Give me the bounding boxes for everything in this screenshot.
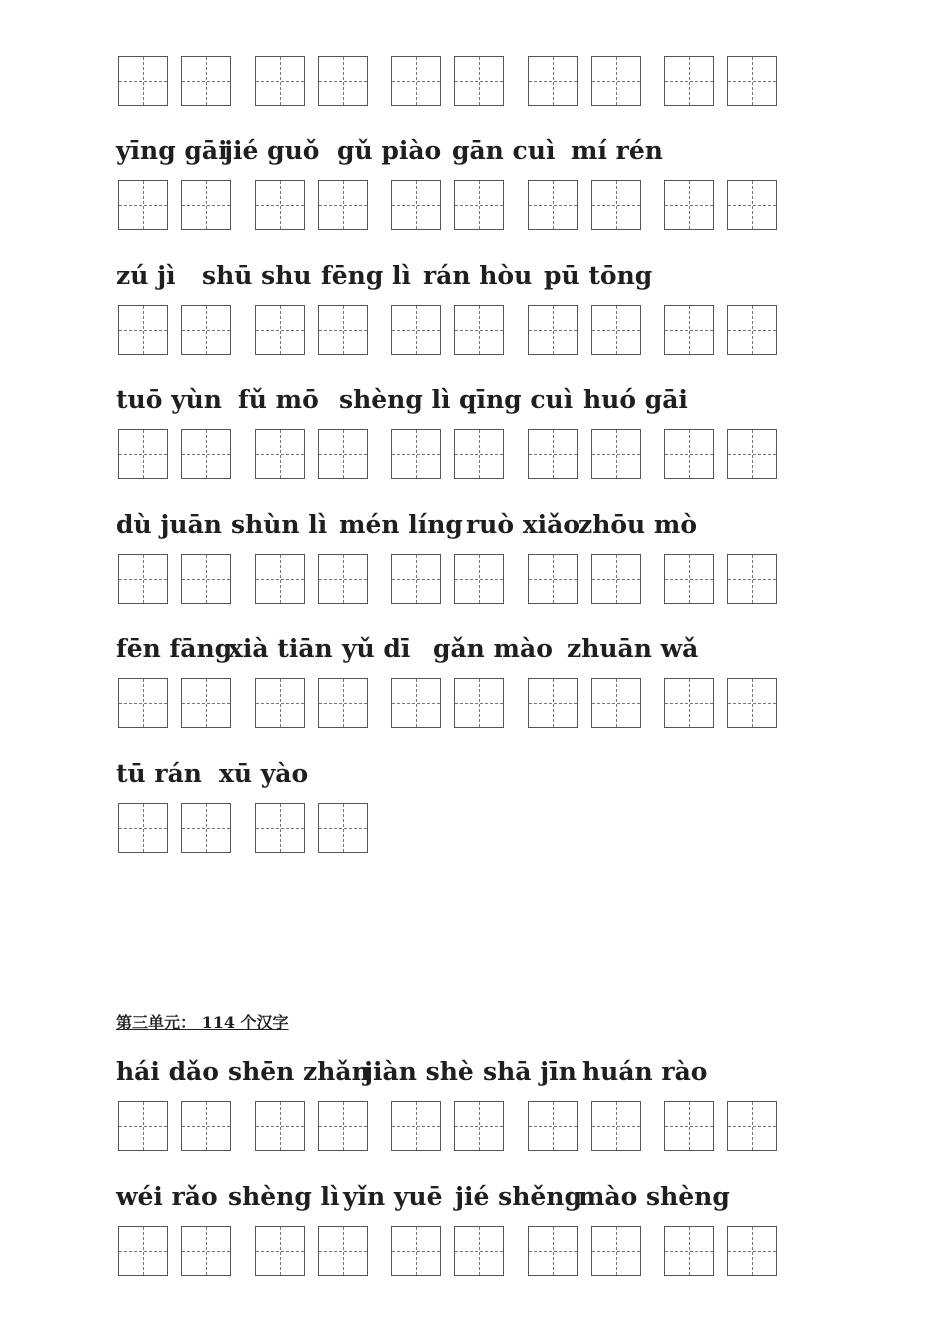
writing-grid-cell[interactable]	[727, 429, 777, 479]
pinyin-row	[0, 385, 950, 415]
writing-grid-cell[interactable]	[454, 678, 504, 728]
grid-guide-vertical	[206, 555, 207, 603]
writing-grid-cell[interactable]	[591, 1226, 641, 1276]
grid-guide-vertical	[616, 1227, 617, 1275]
writing-grid-cell[interactable]	[318, 678, 368, 728]
writing-grid-cell[interactable]	[118, 1226, 168, 1276]
writing-grid-row	[0, 429, 950, 481]
pinyin-word: fēn fāng	[116, 634, 233, 663]
writing-grid-cell[interactable]	[391, 180, 441, 230]
writing-grid-cell[interactable]	[454, 305, 504, 355]
writing-grid-row	[0, 180, 950, 232]
writing-grid-cell[interactable]	[591, 678, 641, 728]
writing-grid-cell[interactable]	[727, 678, 777, 728]
writing-grid-cell[interactable]	[454, 180, 504, 230]
writing-grid-cell[interactable]	[255, 429, 305, 479]
writing-grid-cell[interactable]	[528, 305, 578, 355]
writing-grid-cell[interactable]	[255, 554, 305, 604]
grid-guide-vertical	[343, 57, 344, 105]
writing-grid-cell[interactable]	[591, 56, 641, 106]
grid-guide-vertical	[479, 1102, 480, 1150]
writing-grid-cell[interactable]	[318, 554, 368, 604]
grid-guide-vertical	[479, 57, 480, 105]
pinyin-word: jié guǒ	[224, 136, 320, 165]
grid-guide-vertical	[143, 57, 144, 105]
grid-guide-vertical	[343, 1227, 344, 1275]
writing-grid-cell[interactable]	[727, 1226, 777, 1276]
writing-grid-cell[interactable]	[181, 305, 231, 355]
grid-guide-vertical	[616, 679, 617, 727]
pinyin-word: shū shu	[202, 261, 312, 290]
grid-guide-vertical	[416, 1102, 417, 1150]
writing-grid-cell[interactable]	[181, 678, 231, 728]
writing-grid-cell[interactable]	[318, 180, 368, 230]
writing-grid-cell[interactable]	[118, 1101, 168, 1151]
writing-grid-cell[interactable]	[528, 180, 578, 230]
grid-guide-vertical	[143, 1227, 144, 1275]
grid-guide-vertical	[343, 181, 344, 229]
pinyin-word: mén líng	[339, 510, 463, 539]
grid-guide-vertical	[416, 306, 417, 354]
grid-guide-vertical	[343, 555, 344, 603]
writing-grid-cell[interactable]	[318, 429, 368, 479]
writing-grid-cell[interactable]	[255, 803, 305, 853]
writing-grid-cell[interactable]	[255, 56, 305, 106]
grid-guide-vertical	[416, 430, 417, 478]
writing-grid-cell[interactable]	[255, 678, 305, 728]
grid-guide-vertical	[280, 1227, 281, 1275]
writing-grid-cell[interactable]	[591, 554, 641, 604]
writing-grid-cell[interactable]	[181, 56, 231, 106]
writing-grid-row	[0, 678, 950, 730]
writing-grid-cell[interactable]	[391, 56, 441, 106]
pinyin-word: gǎn mào	[433, 634, 553, 663]
grid-guide-vertical	[752, 430, 753, 478]
writing-grid-cell[interactable]	[318, 56, 368, 106]
pinyin-word: zhōu mò	[578, 510, 698, 539]
writing-grid-cell[interactable]	[727, 56, 777, 106]
pinyin-row	[0, 759, 950, 789]
pinyin-row	[0, 1182, 950, 1212]
grid-guide-vertical	[479, 306, 480, 354]
grid-guide-vertical	[280, 679, 281, 727]
grid-guide-vertical	[206, 1227, 207, 1275]
writing-grid-cell[interactable]	[181, 180, 231, 230]
writing-grid-cell[interactable]	[591, 1101, 641, 1151]
writing-grid-row	[0, 803, 950, 855]
writing-grid-cell[interactable]	[181, 803, 231, 853]
grid-guide-vertical	[752, 181, 753, 229]
grid-guide-vertical	[343, 1102, 344, 1150]
pinyin-word: shēn zhǎn	[228, 1057, 370, 1086]
pinyin-row	[0, 261, 950, 291]
writing-grid-cell[interactable]	[528, 678, 578, 728]
grid-guide-vertical	[752, 57, 753, 105]
writing-grid-cell[interactable]	[391, 1226, 441, 1276]
writing-grid-row	[0, 56, 950, 108]
grid-guide-vertical	[752, 679, 753, 727]
grid-guide-vertical	[343, 306, 344, 354]
grid-guide-vertical	[416, 57, 417, 105]
writing-grid-cell[interactable]	[528, 1226, 578, 1276]
writing-grid-row	[0, 1226, 950, 1278]
writing-grid-row	[0, 554, 950, 606]
writing-grid-cell[interactable]	[591, 429, 641, 479]
grid-guide-vertical	[280, 430, 281, 478]
grid-guide-vertical	[752, 1227, 753, 1275]
grid-guide-vertical	[143, 430, 144, 478]
pinyin-word: yǐn yuē	[343, 1182, 443, 1211]
pinyin-word: mí rén	[571, 136, 663, 165]
pinyin-word: shā jīn	[483, 1057, 577, 1086]
grid-guide-vertical	[416, 181, 417, 229]
writing-grid-cell[interactable]	[118, 554, 168, 604]
pinyin-word: gān cuì	[452, 136, 556, 165]
writing-grid-cell[interactable]	[664, 180, 714, 230]
grid-guide-vertical	[689, 679, 690, 727]
pinyin-word: zhuān wǎ	[567, 634, 699, 663]
grid-guide-vertical	[206, 57, 207, 105]
grid-guide-vertical	[143, 555, 144, 603]
writing-grid-cell[interactable]	[664, 305, 714, 355]
grid-guide-vertical	[280, 555, 281, 603]
grid-guide-vertical	[616, 1102, 617, 1150]
grid-guide-vertical	[752, 306, 753, 354]
grid-guide-vertical	[689, 430, 690, 478]
pinyin-word: huó gāi	[583, 385, 688, 414]
grid-guide-vertical	[206, 1102, 207, 1150]
grid-guide-vertical	[143, 1102, 144, 1150]
writing-grid-cell[interactable]	[255, 180, 305, 230]
grid-guide-vertical	[689, 57, 690, 105]
pinyin-word: qīng cuì	[459, 385, 574, 414]
grid-guide-vertical	[343, 804, 344, 852]
grid-guide-vertical	[143, 181, 144, 229]
pinyin-word: rán hòu	[423, 261, 533, 290]
writing-grid-cell[interactable]	[391, 678, 441, 728]
pinyin-word: wéi rǎo	[116, 1182, 218, 1211]
grid-guide-vertical	[343, 679, 344, 727]
writing-grid-cell[interactable]	[664, 1226, 714, 1276]
grid-guide-vertical	[616, 181, 617, 229]
writing-grid-cell[interactable]	[727, 1101, 777, 1151]
writing-grid-cell[interactable]	[118, 180, 168, 230]
grid-guide-vertical	[479, 430, 480, 478]
grid-guide-vertical	[479, 555, 480, 603]
pinyin-word: jié shěng	[455, 1182, 582, 1211]
grid-guide-vertical	[616, 430, 617, 478]
writing-grid-cell[interactable]	[664, 429, 714, 479]
writing-grid-cell[interactable]	[664, 56, 714, 106]
grid-guide-vertical	[280, 804, 281, 852]
pinyin-row	[0, 1057, 950, 1087]
section-title: 第三单元： 114 个汉字	[116, 1013, 289, 1032]
writing-grid-cell[interactable]	[454, 1101, 504, 1151]
writing-grid-cell[interactable]	[181, 1226, 231, 1276]
pinyin-word: zú jì	[116, 261, 176, 290]
pinyin-word: shùn lì	[231, 510, 328, 539]
writing-grid-cell[interactable]	[664, 554, 714, 604]
grid-guide-vertical	[416, 1227, 417, 1275]
writing-grid-cell[interactable]	[318, 803, 368, 853]
writing-grid-cell[interactable]	[454, 56, 504, 106]
pinyin-word: dù juān	[116, 510, 222, 539]
grid-guide-vertical	[343, 430, 344, 478]
writing-grid-cell[interactable]	[118, 429, 168, 479]
grid-guide-vertical	[553, 1227, 554, 1275]
grid-guide-vertical	[553, 306, 554, 354]
writing-grid-row	[0, 305, 950, 357]
writing-grid-cell[interactable]	[528, 429, 578, 479]
writing-grid-cell[interactable]	[454, 554, 504, 604]
writing-grid-cell[interactable]	[181, 429, 231, 479]
grid-guide-vertical	[616, 306, 617, 354]
pinyin-word: gǔ piào	[337, 136, 442, 165]
writing-grid-cell[interactable]	[727, 554, 777, 604]
writing-grid-cell[interactable]	[118, 305, 168, 355]
pinyin-row	[0, 634, 950, 664]
grid-guide-vertical	[416, 679, 417, 727]
writing-grid-cell[interactable]	[391, 305, 441, 355]
grid-guide-vertical	[206, 430, 207, 478]
grid-guide-vertical	[553, 430, 554, 478]
pinyin-word: xū yào	[219, 759, 309, 788]
pinyin-row	[0, 136, 950, 166]
writing-grid-cell[interactable]	[391, 429, 441, 479]
grid-guide-vertical	[479, 679, 480, 727]
pinyin-word: yǔ dī	[342, 634, 411, 663]
writing-grid-cell[interactable]	[454, 1226, 504, 1276]
grid-guide-vertical	[280, 306, 281, 354]
grid-guide-vertical	[280, 181, 281, 229]
writing-grid-cell[interactable]	[181, 1101, 231, 1151]
writing-grid-cell[interactable]	[118, 56, 168, 106]
grid-guide-vertical	[143, 679, 144, 727]
pinyin-word: xià tiān	[228, 634, 333, 663]
pinyin-word: tuō yùn	[116, 385, 222, 414]
grid-guide-vertical	[689, 1102, 690, 1150]
writing-grid-cell[interactable]	[528, 554, 578, 604]
grid-guide-vertical	[689, 306, 690, 354]
writing-grid-cell[interactable]	[318, 1101, 368, 1151]
grid-guide-vertical	[206, 306, 207, 354]
writing-grid-cell[interactable]	[255, 1101, 305, 1151]
grid-guide-vertical	[143, 306, 144, 354]
pinyin-word: tū rán	[116, 759, 202, 788]
writing-grid-cell[interactable]	[118, 803, 168, 853]
grid-guide-vertical	[280, 1102, 281, 1150]
pinyin-word: shèng lì	[339, 385, 451, 414]
grid-guide-vertical	[616, 555, 617, 603]
grid-guide-vertical	[416, 555, 417, 603]
writing-grid-cell[interactable]	[118, 678, 168, 728]
writing-grid-cell[interactable]	[454, 429, 504, 479]
pinyin-word: jiàn shè	[364, 1057, 474, 1086]
writing-grid-cell[interactable]	[391, 554, 441, 604]
pinyin-word: huán rào	[582, 1057, 708, 1086]
writing-grid-cell[interactable]	[181, 554, 231, 604]
pinyin-word: pū tōng	[544, 261, 653, 290]
writing-grid-cell[interactable]	[318, 1226, 368, 1276]
grid-guide-vertical	[553, 57, 554, 105]
grid-guide-vertical	[553, 181, 554, 229]
writing-grid-cell[interactable]	[255, 1226, 305, 1276]
writing-grid-cell[interactable]	[727, 305, 777, 355]
grid-guide-vertical	[616, 57, 617, 105]
grid-guide-vertical	[752, 555, 753, 603]
writing-grid-cell[interactable]	[528, 56, 578, 106]
writing-grid-cell[interactable]	[591, 180, 641, 230]
writing-grid-cell[interactable]	[664, 1101, 714, 1151]
pinyin-word: shèng lì	[228, 1182, 340, 1211]
grid-guide-vertical	[206, 181, 207, 229]
pinyin-word: fēng lì	[321, 261, 412, 290]
grid-guide-vertical	[280, 57, 281, 105]
pinyin-word: hái dǎo	[116, 1057, 219, 1086]
grid-guide-vertical	[689, 555, 690, 603]
writing-grid-row	[0, 1101, 950, 1153]
writing-grid-cell[interactable]	[255, 305, 305, 355]
grid-guide-vertical	[479, 1227, 480, 1275]
grid-guide-vertical	[553, 555, 554, 603]
grid-guide-vertical	[206, 804, 207, 852]
writing-grid-cell[interactable]	[528, 1101, 578, 1151]
grid-guide-vertical	[206, 679, 207, 727]
grid-guide-vertical	[689, 1227, 690, 1275]
grid-guide-vertical	[553, 679, 554, 727]
pinyin-word: mào shèng	[578, 1182, 730, 1211]
pinyin-word: yīng gāi	[116, 136, 228, 165]
grid-guide-vertical	[479, 181, 480, 229]
pinyin-word: fǔ mō	[238, 385, 319, 414]
writing-grid-cell[interactable]	[664, 678, 714, 728]
writing-grid-cell[interactable]	[591, 305, 641, 355]
writing-grid-cell[interactable]	[391, 1101, 441, 1151]
writing-grid-cell[interactable]	[727, 180, 777, 230]
writing-grid-cell[interactable]	[318, 305, 368, 355]
grid-guide-vertical	[689, 181, 690, 229]
pinyin-row	[0, 510, 950, 540]
pinyin-word: ruò xiǎo	[466, 510, 581, 539]
grid-guide-vertical	[752, 1102, 753, 1150]
grid-guide-vertical	[143, 804, 144, 852]
grid-guide-vertical	[553, 1102, 554, 1150]
